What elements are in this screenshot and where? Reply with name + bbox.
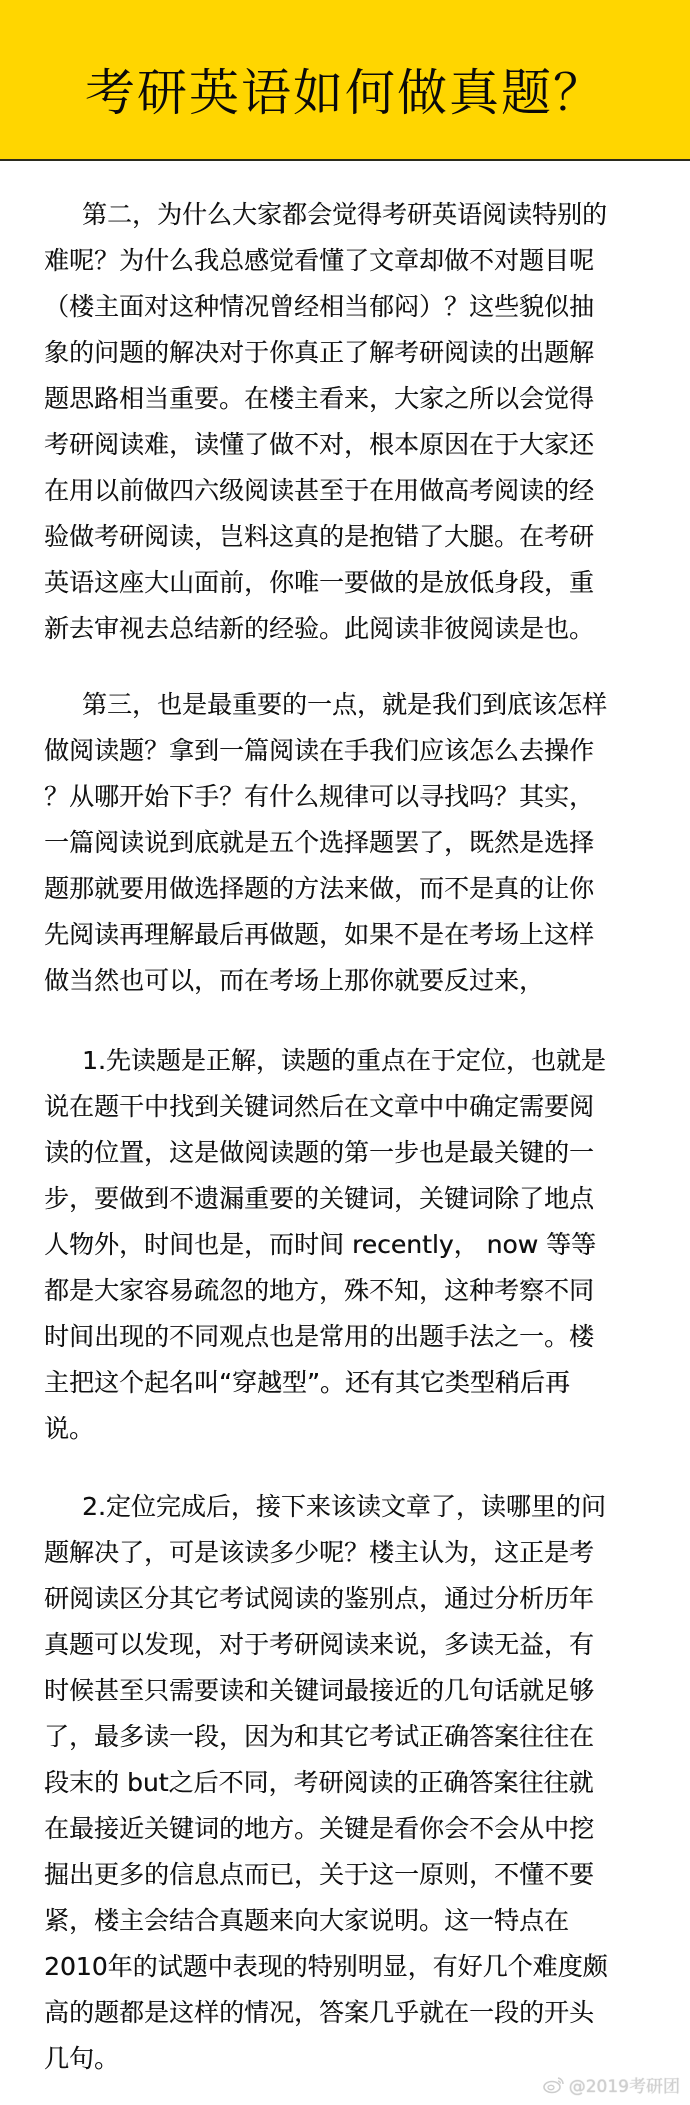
text-line: 掘出更多的信息点而已，关于这一原则，不懂不要	[44, 1860, 595, 1889]
text-line: 2010年的试题中表现的特别明显，有好几个难度颇	[44, 1952, 608, 1981]
text-line: 第二，为什么大家都会觉得考研英语阅读特别的	[82, 200, 608, 229]
text-line: 在最接近关键词的地方。关键是看你会不会从中挖	[44, 1814, 595, 1843]
text-line: 做阅读题？拿到一篇阅读在手我们应该怎么去操作	[44, 736, 595, 765]
text-line: 说在题干中找到关键词然后在文章中中确定需要阅	[44, 1092, 595, 1121]
text-line: 验做考研阅读，岂料这真的是抱错了大腿。在考研	[44, 522, 595, 551]
text-line: 人物外，时间也是，而时间 recently， now 等等	[44, 1230, 597, 1259]
text-line: 时候甚至只需要读和关键词最接近的几句话就足够	[44, 1676, 595, 1705]
text-line: 一篇阅读说到底就是五个选择题罢了，既然是选择	[44, 828, 595, 857]
text-line: （楼主面对这种情况曾经相当郁闷）？这些貌似抽	[44, 292, 595, 321]
text-line: 考研阅读难，读懂了做不对，根本原因在于大家还	[44, 430, 595, 459]
text-line: 英语这座大山面前，你唯一要做的是放低身段，重	[44, 568, 595, 597]
text-line: 高的题都是这样的情况，答案几乎就在一段的开头	[44, 1998, 595, 2027]
text-line: 都是大家容易疏忽的地方，殊不知，这种考察不同	[44, 1276, 595, 1305]
text-line: 几句。	[44, 2044, 120, 2073]
page-title: 考研英语如何做真题？	[85, 64, 605, 122]
text-line: 象的问题的解决对于你真正了解考研阅读的出题解	[44, 338, 595, 367]
watermark	[543, 2072, 680, 2097]
text-line: 在用以前做四六级阅读甚至于在用做高考阅读的经	[44, 476, 595, 505]
text-line: 步，要做到不遗漏重要的关键词，关键词除了地点	[44, 1184, 595, 1213]
text-line: 难呢？为什么我总感觉看懂了文章却做不对题目呢	[44, 246, 595, 275]
text-line: 紧，楼主会结合真题来向大家说明。这一特点在	[44, 1906, 570, 1935]
text-line: 做当然也可以，而在考场上那你就要反过来，	[44, 966, 545, 995]
text-line: 题那就要用做选择题的方法来做，而不是真的让你	[44, 874, 595, 903]
text-line: 1.先读题是正解，读题的重点在于定位，也就是	[82, 1046, 606, 1075]
text-line: 新去审视去总结新的经验。此阅读非彼阅读是也。	[44, 614, 595, 643]
text-line: 了，最多读一段，因为和其它考试正确答案往往在	[44, 1722, 595, 1751]
text-line: 读的位置，这是做阅读题的第一步也是最关键的一	[44, 1138, 595, 1167]
text-line: 2.定位完成后，接下来该读文章了，读哪里的问	[82, 1492, 606, 1521]
text-line: 第三，也是最重要的一点，就是我们到底该怎样	[82, 690, 608, 719]
weibo-icon	[543, 2076, 565, 2094]
text-line: 段末的 but之后不同，考研阅读的正确答案往往就	[44, 1768, 594, 1797]
text-line: 研阅读区分其它考试阅读的鉴别点，通过分析历年	[44, 1584, 595, 1613]
text-line: 时间出现的不同观点也是常用的出题手法之一。楼	[44, 1322, 595, 1351]
text-line: 题解决了，可是该读多少呢？楼主认为，这正是考	[44, 1538, 595, 1567]
text-line: 真题可以发现，对于考研阅读来说，多读无益，有	[44, 1630, 595, 1659]
text-line: 主把这个起名叫“穿越型”。还有其它类型稍后再	[44, 1368, 570, 1397]
watermark-text: @2019考研团	[568, 2077, 680, 2097]
title-banner	[0, 0, 690, 161]
text-line: 题思路相当重要。在楼主看来，大家之所以会觉得	[44, 384, 595, 413]
text-line: 说。	[44, 1414, 95, 1443]
text-line: 先阅读再理解最后再做题，如果不是在考场上这样	[44, 920, 595, 949]
text-line: ？从哪开始下手？有什么规律可以寻找吗？其实，	[44, 782, 595, 811]
